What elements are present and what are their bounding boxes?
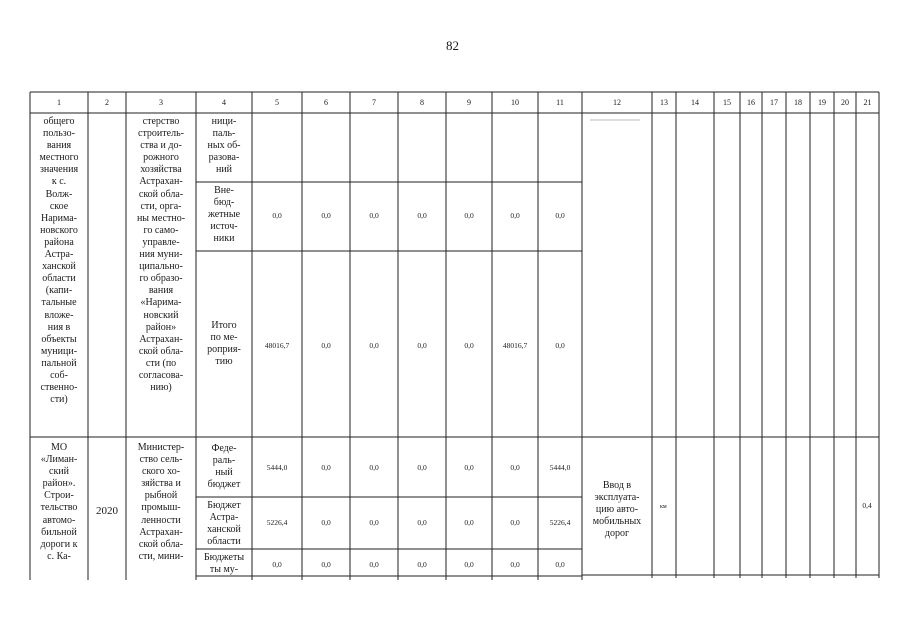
block2-r2-c11: 5226,4 — [549, 518, 571, 527]
header-col-15: 15 — [723, 98, 731, 107]
block1-r2-c5: 0,0 — [272, 211, 282, 220]
block1-r3-c6: 0,0 — [321, 341, 331, 350]
block2-source-regional: Бюджет Астра- ханской области — [207, 500, 241, 548]
header-col-13: 13 — [660, 98, 668, 107]
block1-r3-c9: 0,0 — [464, 341, 474, 350]
block1-r3-c11: 0,0 — [555, 341, 565, 350]
header-col-20: 20 — [841, 98, 849, 107]
block1-r3-c5: 48016,7 — [264, 341, 290, 350]
header-col-1: 1 — [57, 98, 61, 107]
page-number: 82 — [446, 38, 459, 53]
block2-r2-c7: 0,0 — [369, 518, 379, 527]
header-col-2: 2 — [105, 98, 109, 107]
header-col-4: 4 — [222, 98, 226, 107]
block1-source-municipal: ници- паль- ных об- разова- ний — [207, 116, 241, 176]
header-col-11: 11 — [556, 98, 564, 107]
block2-r3-c5: 0,0 — [272, 560, 282, 569]
header-col-14: 14 — [691, 98, 699, 107]
block2-r2-c5: 5226,4 — [266, 518, 288, 527]
block2-object-name: МО «Лиман- ский район». Строи- тельство автомо- бильной дороги к с. Ка- — [40, 442, 78, 562]
block1-source-offbudget: Вне- бюд- жетные источ- ники — [207, 185, 241, 245]
block2-col21-value: 0,4 — [862, 501, 872, 510]
header-col-16: 16 — [747, 98, 755, 107]
header-col-3: 3 — [159, 98, 163, 107]
block1-r3-c8: 0,0 — [417, 341, 427, 350]
block2-r3-c7: 0,0 — [369, 560, 379, 569]
header-col-6: 6 — [324, 98, 328, 107]
block2-r3-c9: 0,0 — [464, 560, 474, 569]
block2-r1-c8: 0,0 — [417, 463, 427, 472]
block1-r2-c8: 0,0 — [417, 211, 427, 220]
header-col-8: 8 — [420, 98, 424, 107]
header-col-9: 9 — [467, 98, 471, 107]
header-col-12: 12 — [613, 98, 621, 107]
header-col-17: 17 — [770, 98, 778, 107]
block2-r2-c9: 0,0 — [464, 518, 474, 527]
block1-r2-c6: 0,0 — [321, 211, 331, 220]
block2-r1-c5: 5444,0 — [266, 463, 288, 472]
header-col-19: 19 — [818, 98, 826, 107]
block1-r2-c11: 0,0 — [555, 211, 565, 220]
block2-r2-c6: 0,0 — [321, 518, 331, 527]
block2-r3-c8: 0,0 — [417, 560, 427, 569]
header-col-10: 10 — [511, 98, 519, 107]
block1-source-total: Итого по ме- роприя- тию — [207, 320, 241, 368]
block2-r3-c10: 0,0 — [510, 560, 520, 569]
block1-r3-c10: 48016,7 — [502, 341, 528, 350]
block2-r3-c6: 0,0 — [321, 560, 331, 569]
block2-r1-c6: 0,0 — [321, 463, 331, 472]
block2-r1-c10: 0,0 — [510, 463, 520, 472]
block1-executor: стерство строитель- ства и до- рожного хозяйства Астрахан- ской обла- сти, орга- ны местно- го само- управле- ния муни- ципально- го образо- вания «Нарима- новский район» Астрахан- ской обла- сти (по согласова- нию) — [136, 116, 186, 394]
block1-object-name: общего пользо- вания местного значения к с. Волж- ское Нарима- новского района Астра- ханской области (капи- тальные вложе- ния в объекты муници- пальной соб- ственно- сти) — [39, 116, 79, 406]
block2-r2-c10: 0,0 — [510, 518, 520, 527]
block1-r3-c7: 0,0 — [369, 341, 379, 350]
block2-r1-c7: 0,0 — [369, 463, 379, 472]
block2-source-federal: Феде- раль- ный бюджет — [207, 443, 241, 491]
block2-r2-c8: 0,0 — [417, 518, 427, 527]
header-col-18: 18 — [794, 98, 802, 107]
header-col-21: 21 — [863, 98, 872, 107]
block2-executor: Министер- ство сель- ского хо- зяйства и рыбной промыш- ленности Астрахан- ской обла- сти, мини- — [137, 442, 185, 562]
block1-r2-c9: 0,0 — [464, 211, 474, 220]
block2-r3-c11: 0,0 — [555, 560, 565, 569]
block2-r1-c11: 5444,0 — [549, 463, 571, 472]
block2-r1-c9: 0,0 — [464, 463, 474, 472]
block2-year: 2020 — [96, 505, 118, 517]
block1-r2-c7: 0,0 — [369, 211, 379, 220]
block2-unit: км — [660, 504, 667, 510]
header-col-7: 7 — [372, 98, 376, 107]
header-col-5: 5 — [275, 98, 279, 107]
block2-indicator: Ввод в эксплуата- цию авто- мобильных дорог — [592, 480, 642, 540]
block2-source-municipal: Бюджеты ты му- — [203, 552, 245, 576]
block1-r2-c10: 0,0 — [510, 211, 520, 220]
